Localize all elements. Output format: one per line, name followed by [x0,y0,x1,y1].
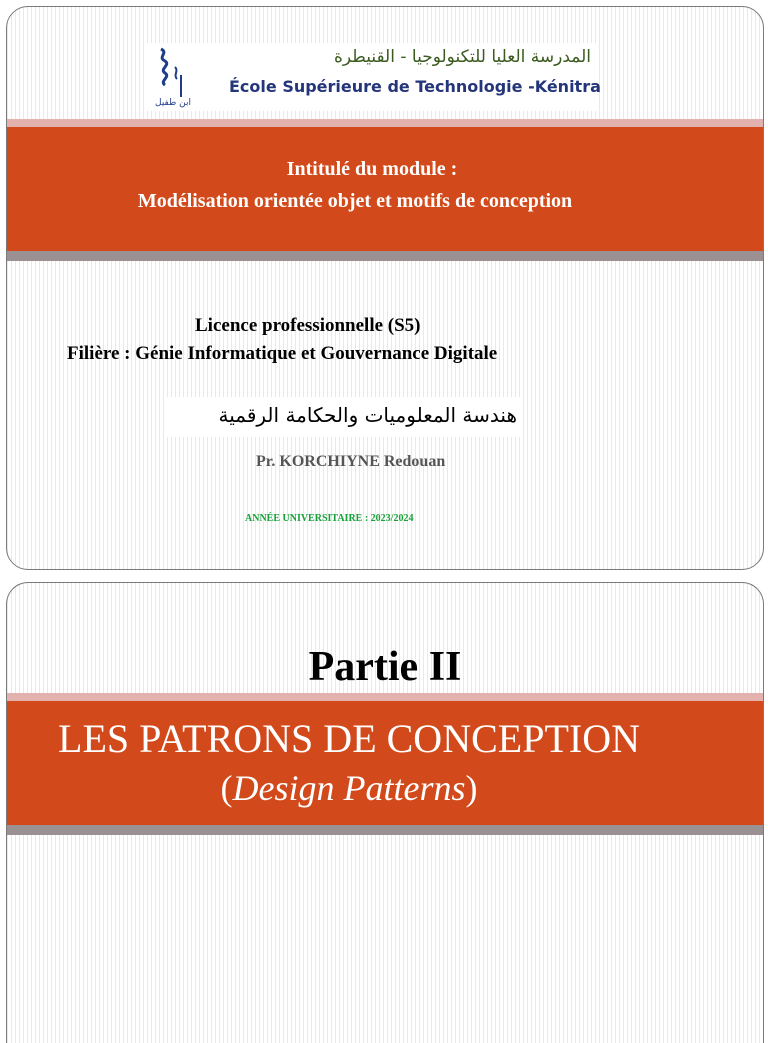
module-label: Intitulé du module : [286,158,458,180]
filiere-text: Filière : Génie Informatique et Gouvernance Digitale [67,343,498,364]
subtitle-open-paren: ( [220,768,233,808]
svg-text:ابن طفيل: ابن طفيل [155,98,191,108]
module-banner [7,127,763,251]
school-name-french: École Supérieure de Technologie -Kénitra [229,77,601,96]
accent-band-bottom [7,825,763,835]
accent-band-top [7,693,763,701]
accent-band-top [7,119,763,127]
academic-year: ANNÉE UNIVERSITAIRE : 2023/2024 [245,513,414,524]
accent-band-bottom [7,251,763,261]
subtitle-text: Design Patterns [232,768,466,808]
module-title: Modélisation orientée objet et motifs de conception [137,190,573,212]
part-heading: Partie II [308,644,462,690]
arabic-program-title: هندسة المعلوميات والحكامة الرقمية [218,403,517,427]
title-slide [6,6,764,570]
professor-name: Pr. KORCHIYNE Redouan [256,453,446,470]
arabic-program-box [167,397,523,437]
university-emblem-icon [151,45,207,109]
part-banner [7,701,763,825]
part-subtitle [6,767,727,809]
school-name-arabic: المدرسة العليا للتكنولوجيا - القنيطرة [333,47,591,67]
part-slide [6,582,764,1043]
part-title: LES PATRONS DE CONCEPTION [58,716,640,761]
school-logo [147,43,601,111]
licence-text: Licence professionnelle (S5) [195,315,421,336]
subtitle-close-paren: ) [465,768,478,808]
